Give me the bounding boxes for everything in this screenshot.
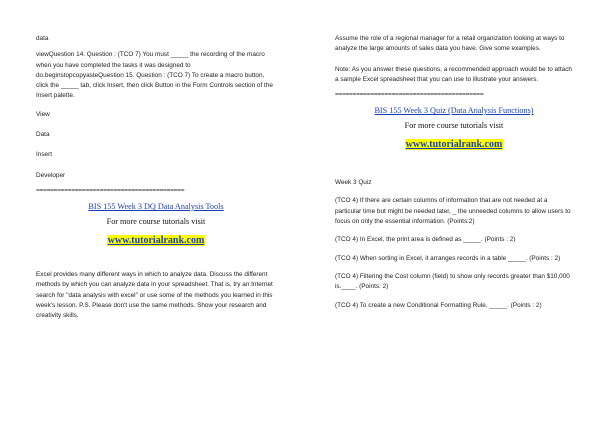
question-block: viewQuestion 14. Question : (TCO 7) You must _____ the recording of the macro when you have completed the tasks it was designed to do.beginstopcopyasteQuestion 15. Question : (TCO 7) To create a macro button, click the _____ tab, click Insert, then click Button in the Form Controls section of the Insert palette. <box>36 51 273 100</box>
option-view: View <box>36 110 50 118</box>
site-link[interactable]: www.tutorialrank.com <box>405 139 503 151</box>
separator-line: ========================================== <box>335 91 484 99</box>
course-link[interactable]: BIS 155 Week 3 Quiz (Data Analysis Functions) <box>374 106 534 116</box>
body-text: Excel provides many different ways in which to analyze data. Discuss the different methods by which you can analyze data in your spreadsheet. That is, try an Internet search for "data analysis with excel" or use some of the methods you learned in this week's lesson. P.S. Please don't use the same methods. Show your research and creativity skills. <box>36 270 273 320</box>
site-link-wrap <box>36 232 276 248</box>
visit-text: For more course tutorials visit <box>106 216 206 226</box>
quiz-question: (TCO 4) To create a new Conditional Formatting Rule, _____. (Points : 2) <box>335 301 542 309</box>
left-page <box>36 0 276 321</box>
top-word: data <box>36 35 49 42</box>
right-page <box>335 0 573 311</box>
visit-text: For more course tutorials visit <box>404 121 504 131</box>
option-developer: Developer <box>36 171 66 179</box>
quiz-question: (TCO 4) Filtering the Cost column (field) to show only records greater than $10,000 is.____. (Points: 2) <box>335 272 570 291</box>
intro-text: Assume the role of a regional manager for a retail organization looking at ways to analyze the large amounts of sales data you have. Give some examples. <box>335 35 565 53</box>
course-link[interactable]: BIS 155 Week 3 DQ Data Analysis Tools <box>88 201 224 211</box>
quiz-question: (TCO 4) When sorting in Excel, it arranges records in a table _____. (Points : 2) <box>335 254 561 262</box>
quiz-question: (TCO 4) If there are certain columns of information that are not needed at a particular time but might be needed later, _ the unneeded columns to allow users to focus on only the essential information. (Points:2) <box>335 197 571 226</box>
note-text: Note: As you answer these questions, a recommended approach would be to attach a sample Excel spreadsheet that you can use to illustrate your answers. <box>335 65 572 83</box>
site-link[interactable]: www.tutorialrank.com <box>107 234 205 246</box>
option-data: Data <box>36 131 50 139</box>
quiz-title: Week 3 Quiz <box>335 179 372 187</box>
separator-line: ========================================== <box>36 186 185 194</box>
quiz-question: (TCO 4) In Excel, the print area is defined as _____. (Points : 2) <box>335 236 516 244</box>
option-insert: Insert <box>36 151 52 159</box>
site-link-wrap <box>335 136 573 152</box>
